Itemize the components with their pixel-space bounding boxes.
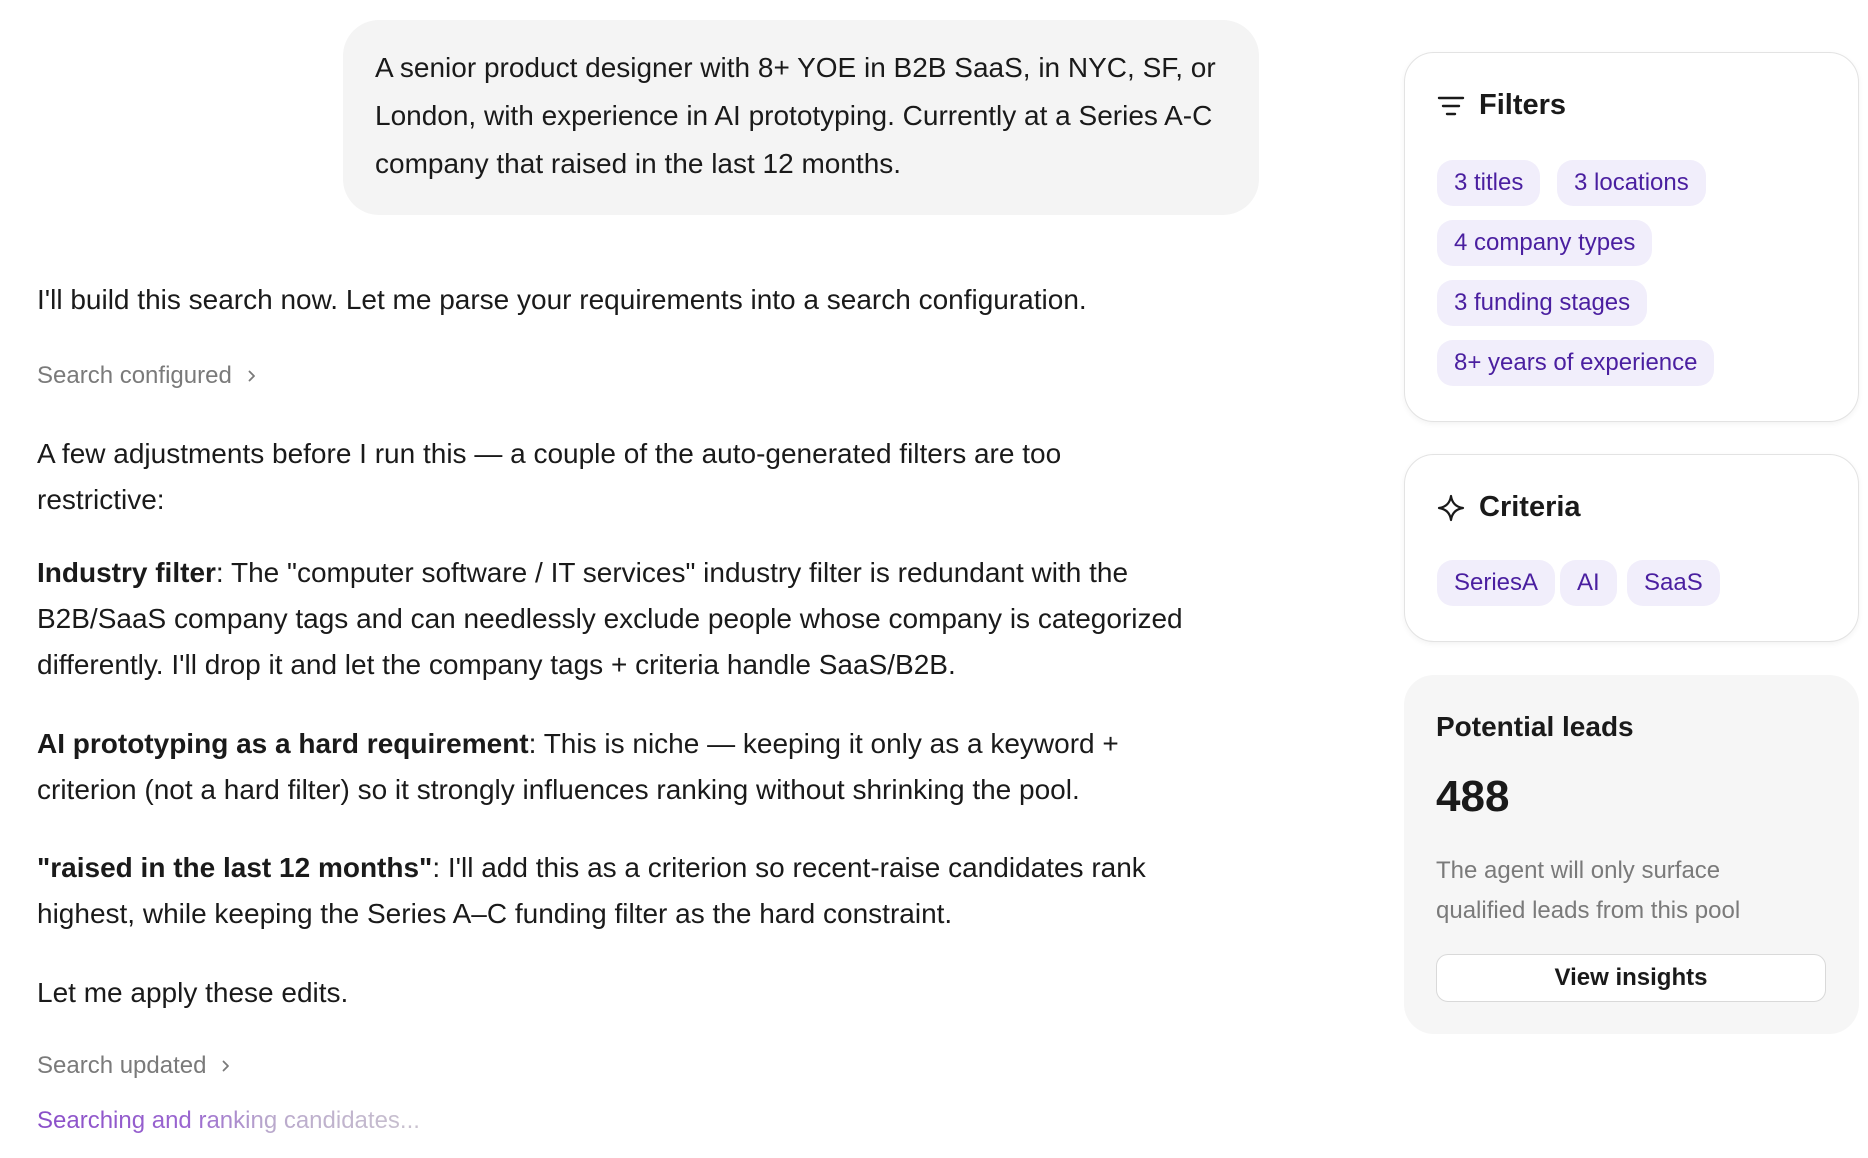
filter-chip-experience[interactable]: 8+ years of experience bbox=[1437, 340, 1714, 386]
potential-leads-card bbox=[1404, 675, 1859, 1034]
adjustment-point-ai-prototyping bbox=[37, 721, 1187, 813]
filter-chip-titles[interactable]: 3 titles bbox=[1437, 160, 1540, 206]
leads-description: The agent will only surface qualified leads from this pool bbox=[1436, 857, 1741, 924]
criteria-title: Criteria bbox=[1479, 491, 1581, 523]
assistant-intro-text: I'll build this search now. Let me parse your requirements into a search configuration. bbox=[37, 284, 1087, 315]
adjustment-label: "raised in the last 12 months" bbox=[37, 852, 433, 883]
search-updated-toggle[interactable] bbox=[37, 1052, 232, 1080]
filters-card bbox=[1404, 52, 1859, 422]
criteria-card bbox=[1404, 454, 1859, 642]
filter-icon bbox=[1437, 94, 1465, 118]
filter-chip-funding-stages[interactable]: 3 funding stages bbox=[1437, 280, 1647, 326]
criteria-chip-seriesa[interactable]: SeriesA bbox=[1437, 560, 1555, 606]
chevron-right-icon bbox=[246, 370, 258, 382]
adjustment-text: : This is niche — keeping it only as a keyword + criterion (not a hard filter) so it strongly influences ranking without shrinking the pool. bbox=[37, 728, 1119, 805]
filters-header bbox=[1437, 89, 1566, 122]
chevron-right-icon bbox=[220, 1060, 232, 1072]
apply-edits-text: Let me apply these edits. bbox=[37, 977, 349, 1008]
adjustment-label: Industry filter bbox=[37, 557, 216, 588]
adjustments-intro-text: A few adjustments before I run this — a couple of the auto-generated filters are too restrictive: bbox=[37, 438, 1062, 515]
adjustment-text: : I'll add this as a criterion so recent-raise candidates rank highest, while keeping the Series A–C funding filter as the hard constraint. bbox=[37, 852, 1146, 929]
adjustment-point-industry bbox=[37, 550, 1207, 688]
search-updated-label: Search updated bbox=[37, 1052, 207, 1079]
filters-title: Filters bbox=[1479, 89, 1567, 121]
adjustment-point-raised bbox=[37, 845, 1207, 937]
filter-chip-locations[interactable]: 3 locations bbox=[1557, 160, 1706, 206]
criteria-chip-saas[interactable]: SaaS bbox=[1627, 560, 1720, 606]
filter-chip-company-types[interactable]: 4 company types bbox=[1437, 220, 1652, 266]
user-message-bubble: A senior product designer with 8+ YOE in B2B SaaS, in NYC, SF, or London, with experience in AI prototyping. Currently at a Series A-C company that raised in the last 12 months. bbox=[343, 20, 1259, 215]
searching-status-text: Searching and ranking candidates... bbox=[37, 1107, 420, 1134]
criteria-header bbox=[1437, 491, 1581, 524]
leads-title: Potential leads bbox=[1436, 711, 1634, 742]
sparkle-icon bbox=[1437, 494, 1465, 522]
search-configured-label: Search configured bbox=[37, 362, 232, 389]
leads-count: 488 bbox=[1436, 772, 1510, 821]
search-configured-toggle[interactable] bbox=[37, 362, 258, 390]
adjustment-label: AI prototyping as a hard requirement bbox=[37, 728, 529, 759]
view-insights-button[interactable]: View insights bbox=[1436, 954, 1826, 1002]
adjustment-text: : The "computer software / IT services" industry filter is redundant with the B2B/SaaS company tags and can needlessly exclude people whose company is categorized differently. I'll drop it and let the company tags + criteria handle SaaS/B2B. bbox=[37, 557, 1183, 680]
criteria-chip-ai[interactable]: AI bbox=[1560, 560, 1617, 606]
